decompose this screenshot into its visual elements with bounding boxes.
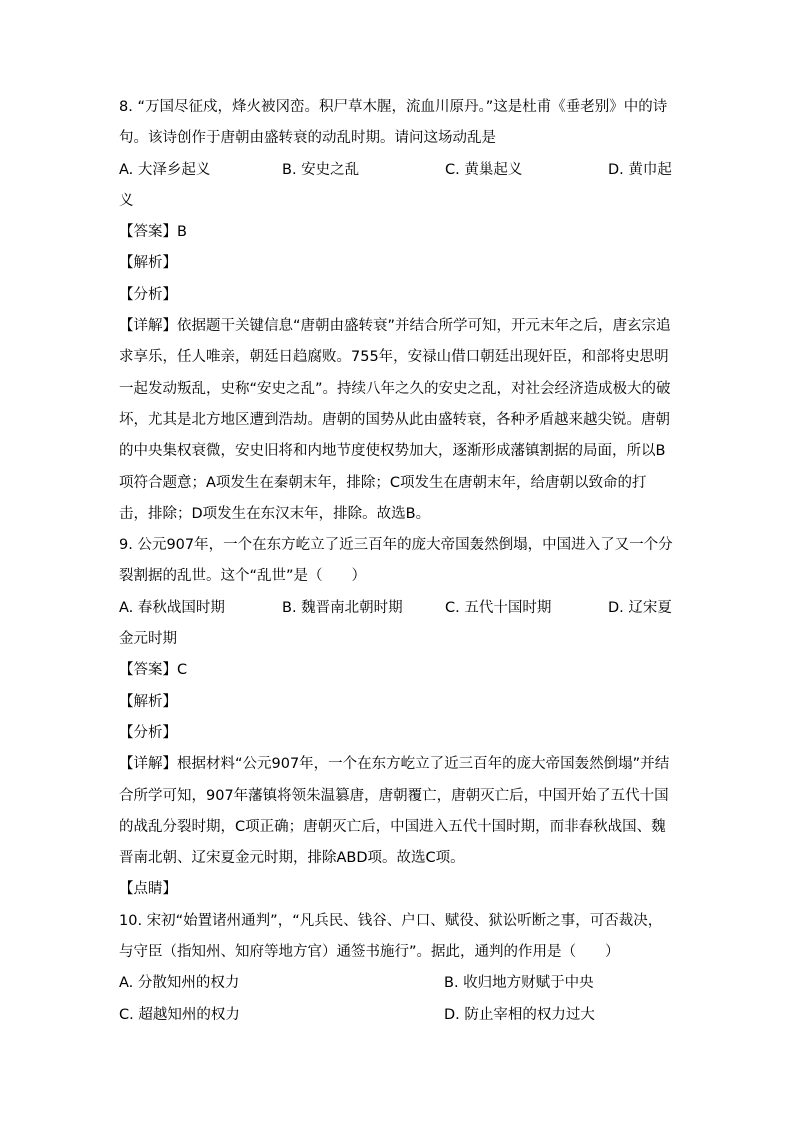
- q8-jiexi-label: 【解析】: [119, 255, 177, 272]
- q10-stem: 10. 宋初“始置诸州通判”，“凡兵民、钱谷、户口、赋役、狱讼听断之事，可否裁决，与守臣（指知州、知府等地方官）通签书施行”。据此，通判的作用是（ ）: [119, 912, 663, 961]
- q8-stem: 8. “万国尽征戍，烽火被冈峦。积尸草木腥，流血川原丹。”这是杜甫《垂老别》中的诗句。该诗创作于唐朝由盛转衰的动乱时期。请问这场动乱是: [119, 99, 668, 147]
- q10-option-b: B. 收归地方财赋于中央: [444, 975, 594, 992]
- q9-answer: [119, 655, 675, 686]
- q10-options-row1: [119, 968, 675, 999]
- q10-options-row2: [119, 1000, 675, 1031]
- q8-option-a: A. 大泽乡起义: [119, 161, 211, 178]
- q8-option-b: B. 安史之乱: [282, 161, 360, 178]
- q8-options: [119, 155, 675, 218]
- answer-value: B: [177, 224, 187, 241]
- detail-text: 根据材料“公元907年，一个在东方屹立了近三百年的庞大帝国轰然倒塌”并结合所学可知，907年藩镇将领朱温篡唐，唐朝覆亡，唐朝灭亡后，中国开始了五代十国的战乱分裂时期，C项正确；唐朝灭亡后，中国进入五代十国时期，而非春秋战国、魏晋南北朝、辽宋夏金元时期，排除ABD项。故选C项。: [119, 756, 670, 867]
- q8-detail: [119, 311, 675, 530]
- q9-fenxi-label: 【分析】: [119, 724, 177, 741]
- q9-dianjing-label: 【点睛】: [119, 881, 177, 898]
- q10-option-d: D. 防止宰相的权力过大: [444, 1006, 595, 1023]
- q8-answer: [119, 217, 675, 248]
- q9-stem: 9. 公元907年，一个在东方屹立了近三百年的庞大帝国轰然倒塌，中国进入了又一个分裂割据的乱世。这个“乱世”是（ ）: [119, 537, 673, 585]
- q10-option-c: C. 超越知州的权力: [119, 1006, 240, 1023]
- answer-label: 【答案】: [119, 662, 177, 679]
- q8-fenxi-label: 【分析】: [119, 286, 177, 303]
- detail-label: 【详解】: [119, 756, 177, 773]
- detail-text: 依据题干关键信息“唐朝由盛转衰”并结合所学可知，开元末年之后，唐玄宗追求享乐，任人唯亲，朝廷日趋腐败。755年，安禄山借口朝廷出现奸臣，和部将史思明一起发动叛乱，史称“安史之乱”。持续八年之久的安史之乱，对社会经济造成极大的破坏，尤其是北方地区遭到浩劫。唐朝的国势从此由盛转衰，各种矛盾越来越尖锐。唐朝的中央集权衰微，安史旧将和内地节度使权势加大，逐渐形成藩镇割据的局面，所以B项符合题意；A项发生在秦朝末年，排除；C项发生在唐朝末年，给唐朝以致命的打击，排除；D项发生在东汉末年，排除。故选B。: [119, 318, 671, 522]
- q8-option-d: D. 黄巾起义: [119, 161, 672, 209]
- q9-option-b: B. 魏晋南北朝时期: [282, 599, 403, 616]
- q10-option-a: A. 分散知州的权力: [119, 975, 240, 992]
- q9-option-d: D. 辽宋夏金元时期: [119, 599, 672, 648]
- q9-option-a: A. 春秋战国时期: [119, 599, 225, 616]
- q9-option-c: C. 五代十国时期: [445, 599, 552, 616]
- q8-option-c: C. 黄巢起义: [445, 161, 523, 178]
- answer-value: C: [177, 662, 188, 679]
- document-page: [119, 92, 675, 1031]
- q9-options: [119, 593, 675, 656]
- answer-label: 【答案】: [119, 224, 177, 241]
- q9-jiexi-label: 【解析】: [119, 693, 177, 710]
- detail-label: 【详解】: [119, 318, 177, 335]
- q9-detail: [119, 749, 675, 874]
